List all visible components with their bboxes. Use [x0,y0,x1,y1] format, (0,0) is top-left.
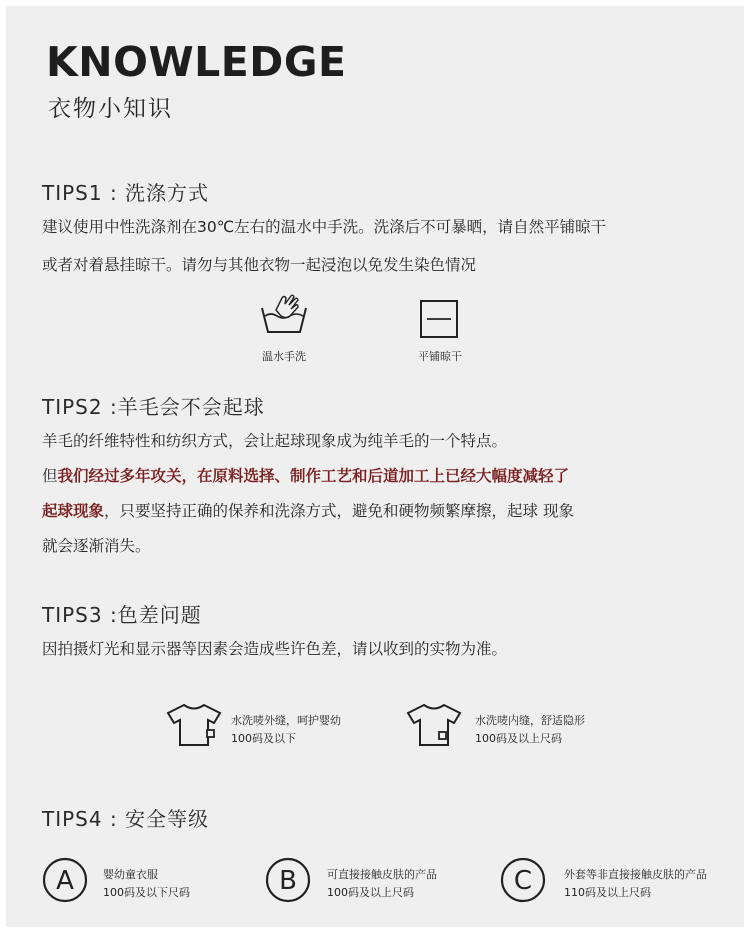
page-title-en: KNOWLEDGE [46,38,347,86]
tip2-line-2-highlight: 我们经过多年攻关，在原料选择、制作工艺和后道加工上已经大幅度减轻了 [57,467,570,485]
grade-c-icon [500,857,546,903]
page-title-cn: 衣物小知识 [48,96,173,122]
tip2-line-3-highlight: 起球现象 [42,502,105,520]
hand-wash-icon [258,292,310,336]
tip3-line-1: 因拍摄灯光和显示器等因素会造成些许色差，请以收到的实物为准。 [42,640,508,658]
tip1-line-1: 建议使用中性洗涤剂在30℃左右的温水中手洗。洗涤后不可暴晒，请自然平铺晾干 [42,218,607,236]
grade-b-line-1: 可直接接触皮肤的产品 [327,868,437,881]
tip2-line-3 [42,498,574,524]
tip2-line-4: 就会逐渐消失。 [42,537,151,555]
tip1-title: TIPS1 : 洗涤方式 [42,181,210,205]
tip2-line-2-prefix: 但 [42,467,58,485]
outer-seam-line-2: 100码及以下 [231,732,296,745]
tshirt-inner-seam-icon [406,703,462,747]
grade-a-line-1: 婴幼童衣服 [103,868,158,881]
grade-c-line-1: 外套等非直接接触皮肤的产品 [564,868,707,881]
tip1-line-2: 或者对着悬挂晾干。请勿与其他衣物一起浸泡以免发生染色情况 [42,256,477,274]
grade-b-icon [265,857,311,903]
grade-b-line-2: 100码及以上尺码 [327,886,414,899]
grade-a-icon [42,857,88,903]
knowledge-card [6,6,744,927]
tip2-line-1: 羊毛的纤维特性和纺织方式，会让起球现象成为纯羊毛的一个特点。 [42,432,508,450]
grade-b-letter: B [279,866,297,896]
hand-wash-label: 温水手洗 [262,350,306,363]
tip2-line-3-rest: ，只要坚持正确的保养和洗涤方式，避免和硬物频繁摩擦，起球 现象 [104,502,574,520]
grade-c-line-2: 110码及以上尺码 [564,886,651,899]
flat-dry-label: 平铺晾干 [418,350,462,363]
outer-seam-line-1: 水洗唛外缝，呵护婴幼 [231,714,341,727]
grade-c-letter: C [513,866,533,896]
grade-a-letter: A [56,866,74,896]
inner-seam-line-1: 水洗唛内缝，舒适隐形 [475,714,585,727]
tip3-title: TIPS3 :色差问题 [42,603,202,627]
grade-a-line-2: 100码及以下尺码 [103,886,190,899]
tip2-title: TIPS2 :羊毛会不会起球 [42,395,265,419]
tshirt-outer-seam-icon [166,703,222,747]
inner-seam-line-2: 100码及以上尺码 [475,732,562,745]
tip4-title: TIPS4 : 安全等级 [42,807,210,831]
flat-dry-icon [419,299,459,339]
tip2-line-2 [42,463,569,489]
